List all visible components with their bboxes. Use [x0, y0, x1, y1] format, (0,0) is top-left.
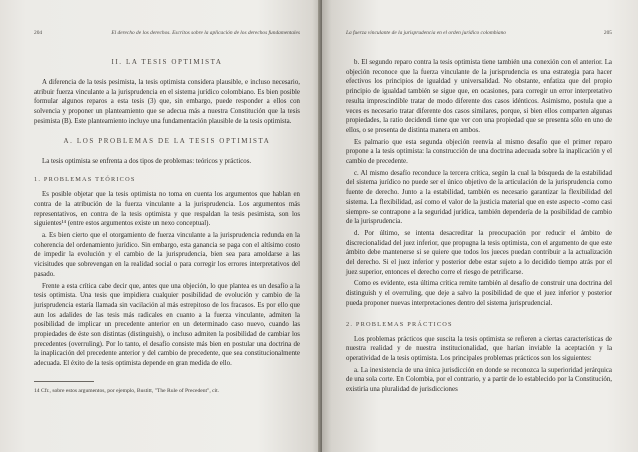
paragraph: Es posible objetar que la tesis optimista no toma en cuenta los argumentos que hablan en contra de la atribución de la fuerza vinculante a la jurisprudencia. Los argumentos más representativos, en contra de la tesis optimista y que respaldan la tesis pesimista, son los siguientes¹⁴ (entre estos argumentos existe un nexo conceptual).	[34, 191, 300, 228]
paragraph: b. El segundo reparo contra la tesis optimista tiene también una conexión con el anterior. La objeción reconoce que la fuerza vinculante de la jurisprudencia es una estrategia para hacer efectivos los principios de igualdad y universalidad. No obstante, enfatiza que del propio principio de igualdad también se sigue que, en ocasiones, para corregir un error interpretativo resulta imprescindible tratar de modo diferente dos casos idénticos. Asimismo, postula que a veces es necesario tratar diferente dos casos similares, porque, si bien ellos comparten algunas propiedades, la ratio decidendi tiene que ver con una propiedad que se presenta sólo en uno de ellos, o se presenta de distinta manera en ambos.	[346, 59, 612, 134]
paragraph: Es palmario que esta segunda objeción reenvía al mismo desafío que el primer reparo propone a la tesis optimista: la construcción de una doctrina adecuada sobre la inaplicación y el cambio de precedente.	[346, 138, 612, 166]
footnote: 14 Cfr., sobre estos argumentos, por ejemplo, Bustitt, "The Rule of Precedent", cit.	[34, 387, 220, 394]
paragraph: A diferencia de la tesis pesimista, la tesis optimista considera plausible, e incluso necesario, atribuir fuerza vinculante a la jurisprudencia en el sistema jurídico colombiano. Es bien posible formular algunos reparos a esta tesis (3) que, sin embargo, puede responder a ellos con solvencia y proponer un planteamiento que se adecua más a nuestra Constitución que la tesis pesimista (B). Este planteamiento incluye una fundamentación plausible de la tesis optimista.	[34, 79, 300, 125]
paragraph: Los problemas prácticos que suscita la tesis optimista se refieren a ciertas características de nuestra realidad y de nuestra institucionalidad, que harían inviable la aceptación y la operatividad de la tesis optimista. Los principales problemas prácticos son los siguientes:	[346, 335, 612, 362]
subsection-heading-2: 2. PROBLEMAS PRÁCTICOS	[346, 320, 453, 328]
paragraph: a. Es bien cierto que el otorgamiento de fuerza vinculante a la jurisprudencia redunda en la coherencia del ordenamiento jurídico. Sin embargo, esta ganancia se paga con el altísimo costo de impedir la evolución y el cambio de la jurisprudencia, bien sea para amoldarse a las vicisitudes que sobrevengan en la realidad social o para corregir los errores interpretativos del pasado.	[34, 232, 300, 278]
right-running-head	[346, 30, 612, 36]
subsection-heading-1: 1. PROBLEMAS TEÓRICOS	[34, 176, 136, 184]
footnote-rule	[34, 381, 94, 382]
section-heading: II. LA TESIS OPTIMISTA	[111, 58, 223, 66]
left-running-head	[34, 30, 300, 36]
left-page-number: 204	[34, 30, 43, 36]
subsection-heading-a: A. LOS PROBLEMAS DE LA TESIS OPTIMISTA	[63, 136, 271, 145]
paragraph: Frente a esta crítica cabe decir que, antes que una objeción, lo que plantea es un desafío a la tesis optimista. Una tesis que impidiera cualquier posibilidad de evolución y cambio de la jurisprudencia estaría llamada sin vacilación al más estrepitoso de los fracasos. Es por ello que aun los adalides de las tesis más radicales en cuanto a la fuerza vinculante, admiten la posibilidad de implicar un precedente anterior en un determinado caso nuevo, cuando las propiedades de éste son distintas (distinguish), o incluso admiten la posibilidad de cambiar los precedentes (overruling). Por lo tanto, el desafío consiste más bien en postular una doctrina de la inaplicación del precedente anterior y del cambio de precedente, que sea constitucionalmente adecuada. El éxito de la tesis optimista depende en gran medida de ello.	[34, 282, 300, 368]
paragraph: c. Al mismo desafío reconduce la tercera crítica, según la cual la búsqueda de la estabilidad del sistema jurídico no puede ser el único objetivo de la articulación de la jurisprudencia como fuente de derecho. Junto a la estabilidad, también es necesario garantizar la flexibilidad del sistema. La flexibilidad, así como el valor de la justicia material que en este aspecto -como casi siempre- se contrapone a la seguridad jurídica, también dependería de la posibilidad de cambio de la jurisprudencia.	[346, 169, 612, 226]
right-page	[322, 0, 638, 452]
left-running-title: El derecho de los derechos. Escritos sobre la aplicación de los derechos fundamentales	[111, 30, 300, 36]
paragraph: La tesis optimista se enfrenta a dos tipos de problemas: teóricos y prácticos.	[42, 157, 252, 165]
right-page-number: 205	[603, 30, 612, 36]
right-running-title: La fuerza vinculante de la jurisprudencia en el orden jurídico colombiano	[346, 30, 506, 36]
paragraph: d. Por último, se intenta desacreditar la preocupación por reducir el ámbito de discrecionalidad del juez inferior, que propugna la tesis optimista, con el argumento de que este ámbito debe mantenerse si se quiere que todos los jueces puedan contribuir a la actualización del derecho. Si el juez inferior y posterior debe estar sujeto a lo decidido tiempo atrás por el juez superior, entonces el derecho corre el riesgo de petrificarse.	[346, 229, 612, 276]
paragraph: a. La inexistencia de una única jurisdicción en donde se reconozca la superioridad jerárquica de una sola corte. En Colombia, por el contrario, y a partir de lo establecido por la Constitución, existiría una pluralidad de jurisdicciones	[346, 366, 612, 394]
paragraph: Como es evidente, esta última crítica remite también al desafío de construir una doctrina del distinguish y el overruling, que deje a salvo la posibilidad de que el juez inferior y posterior pueda proponer nuevas interpretaciones dentro del sistema jurisprudencial.	[346, 280, 612, 307]
